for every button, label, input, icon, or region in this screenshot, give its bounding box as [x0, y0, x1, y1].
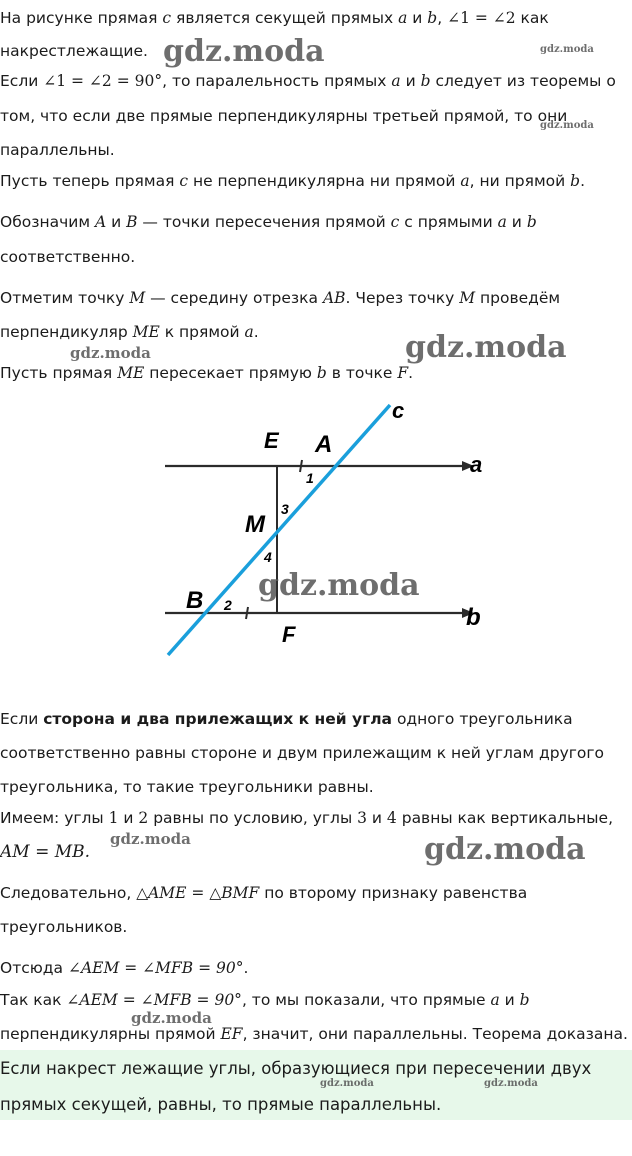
label-a-point: A: [315, 431, 333, 458]
watermark-2: gdz.moda: [540, 44, 594, 55]
math: c: [162, 9, 172, 27]
math: EF: [220, 1025, 243, 1043]
math: ME: [132, 323, 160, 341]
watermark-7: gdz.moda: [110, 830, 191, 848]
watermark-4: gdz.moda: [70, 344, 151, 362]
text: Так как: [0, 991, 67, 1009]
text: к прямой: [159, 323, 245, 341]
text-line-20: [0, 990, 530, 1010]
label-a-line: a: [470, 452, 483, 477]
math: c: [179, 172, 189, 190]
math: b: [420, 72, 431, 90]
math: a: [490, 991, 500, 1009]
text: Отсюда: [0, 959, 68, 977]
text-line-19: [0, 958, 248, 978]
label-2: 2: [224, 597, 232, 613]
watermark-5: gdz.moda: [405, 330, 567, 365]
text-line-1: [0, 8, 549, 28]
text-line-4: том, что если две прямые перпендикулярны третьей прямой, то они: [0, 107, 568, 125]
text: пересекает прямую: [144, 364, 317, 382]
label-f: F: [282, 622, 296, 647]
label-m: M: [245, 511, 265, 538]
math: a: [398, 9, 408, 27]
text: и: [118, 809, 139, 827]
text: Пусть теперь прямая: [0, 172, 180, 190]
text: Пусть прямая: [0, 364, 118, 382]
label-3: 3: [281, 501, 289, 517]
text: и: [506, 213, 527, 231]
text: по второму признаку равенства: [259, 884, 528, 902]
watermark-8: gdz.moda: [424, 832, 586, 867]
math: ∠AEM = ∠MFB = 90°: [66, 991, 242, 1009]
label-e: E: [264, 428, 279, 453]
text: На рисунке прямая: [0, 9, 163, 27]
math: M: [459, 289, 476, 307]
text-line-6: [0, 171, 585, 191]
text: является секущей прямых: [171, 9, 399, 27]
math: a: [460, 172, 470, 190]
callout-line-2: прямых секущей, равны, то прямые параллельны.: [0, 1095, 442, 1114]
text-line-14: треугольника, то такие треугольники равны.: [0, 778, 374, 796]
text-line-16: AM = MB.: [0, 842, 91, 862]
watermark-11: gdz.moda: [484, 1078, 538, 1089]
text: .: [243, 959, 249, 977]
text-line-18: треугольников.: [0, 918, 128, 936]
math: 3: [357, 809, 367, 827]
text: перпендикуляр: [0, 323, 133, 341]
text: , то паралельность прямых: [162, 72, 392, 90]
text: — середину отрезка: [145, 289, 323, 307]
text: как: [515, 9, 549, 27]
text: равны как вертикальные,: [396, 809, 613, 827]
text-line-13: соответственно равны стороне и двум прилежащим к ней углам другого: [0, 744, 605, 762]
text-line-8: соответственно.: [0, 248, 136, 266]
bold-text: сторона и два прилежащих к ней угла: [43, 710, 393, 728]
text: перпендикулярны прямой: [0, 1025, 221, 1043]
text-line-11: [0, 363, 413, 383]
math: F: [397, 364, 409, 382]
math: 4: [386, 809, 397, 827]
geometry-figure: [0, 390, 632, 690]
text-line-7: [0, 212, 537, 232]
math: ∠1 = ∠2 = 90°: [43, 72, 163, 90]
text: .: [580, 172, 586, 190]
text: , ни прямой: [469, 172, 571, 190]
text: Если: [0, 72, 44, 90]
text: Если: [0, 710, 44, 728]
math: b: [427, 9, 438, 27]
text: Обозначим: [0, 213, 95, 231]
math: 1: [108, 809, 119, 827]
text-line-3: [0, 71, 616, 91]
watermark-10: gdz.moda: [320, 1078, 374, 1089]
watermark-1: gdz.moda: [163, 34, 325, 69]
text: Следовательно,: [0, 884, 137, 902]
text-line-15: [0, 808, 613, 828]
math: b: [570, 172, 581, 190]
secant-c: [168, 405, 390, 655]
watermark-3: gdz.moda: [540, 120, 594, 131]
math: a: [391, 72, 401, 90]
math: a: [497, 213, 507, 231]
text: не перпендикулярна ни прямой: [188, 172, 461, 190]
label-b-point: B: [186, 587, 204, 614]
math: AB: [322, 289, 346, 307]
math: c: [390, 213, 400, 231]
text: и: [366, 809, 387, 827]
math: b: [316, 364, 327, 382]
math: 2: [138, 809, 149, 827]
text: . Через точку: [345, 289, 460, 307]
text: равны по условию, углы: [148, 809, 358, 827]
text: в точке: [326, 364, 398, 382]
text: проведём: [475, 289, 561, 307]
math: ME: [117, 364, 145, 382]
math: b: [526, 213, 537, 231]
text: и: [106, 213, 127, 231]
tick-a: [300, 460, 302, 472]
label-1: 1: [306, 470, 314, 486]
math: ∠AEM = ∠MFB = 90°: [67, 959, 244, 977]
math: △AME = △BMF: [136, 884, 260, 902]
math: M: [129, 289, 146, 307]
text: и: [407, 9, 428, 27]
text: и: [499, 991, 520, 1009]
text: — точки пересечения прямой: [137, 213, 391, 231]
text: , то мы показали, что прямые: [241, 991, 491, 1009]
math: B: [126, 213, 138, 231]
math: A: [94, 213, 107, 231]
callout-line-1: Если накрест лежащие углы, образующиеся при пересечении двух: [0, 1059, 592, 1078]
text: .: [408, 364, 414, 382]
text-line-9: [0, 288, 560, 308]
math: a: [244, 323, 254, 341]
watermark-6: gdz.moda: [258, 568, 420, 603]
math: b: [519, 991, 530, 1009]
text: , значит, они параллельны. Теорема доказана.: [242, 1025, 628, 1043]
text: Имеем: углы: [0, 809, 109, 827]
text: с прямыми: [399, 213, 498, 231]
watermark-9: gdz.moda: [131, 1009, 212, 1027]
text: и: [400, 72, 421, 90]
text-line-5: параллельны.: [0, 141, 115, 159]
text: ,: [437, 9, 448, 27]
math: ∠1 = ∠2: [447, 9, 516, 27]
text: Отметим точку: [0, 289, 130, 307]
label-c: c: [392, 398, 405, 423]
text: .: [253, 323, 259, 341]
text-line-17: [0, 883, 527, 903]
label-4: 4: [264, 549, 272, 565]
label-b-line: b: [466, 604, 481, 631]
text-line-21: [0, 1024, 628, 1044]
text: следует из теоремы о: [430, 72, 616, 90]
text-line-2: накрестлежащие.: [0, 42, 148, 60]
text: одного треугольника: [392, 710, 573, 728]
tick-b: [246, 607, 248, 619]
text-line-10: [0, 322, 259, 342]
text-line-12: [0, 709, 573, 729]
